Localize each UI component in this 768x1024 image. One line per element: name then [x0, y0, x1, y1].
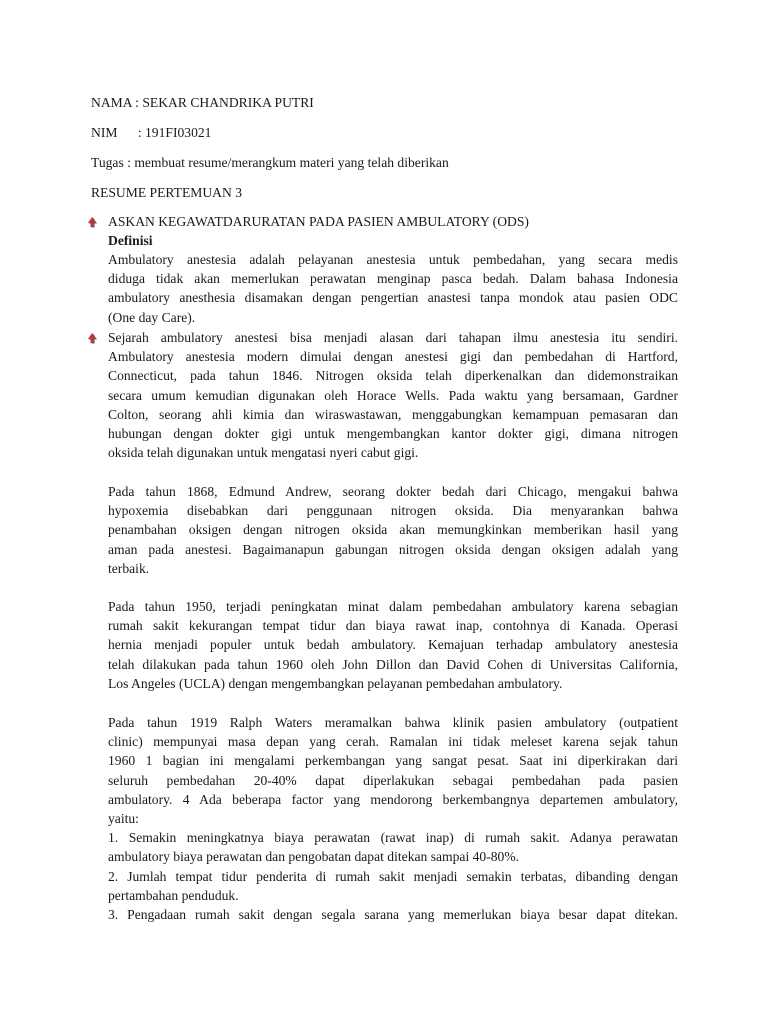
- text-line: 1960 1 bagian ini mengalami perkembangan yang sangat pesat. Saat ini diperkirakan dari: [108, 753, 678, 769]
- list-item: 3. Pengadaan rumah sakit dengan segala sarana yang memerlukan biaya besar dapat ditekan.: [108, 907, 678, 923]
- text-line: Sejarah ambulatory anestesi bisa menjadi alasan dari tahapan ilmu anestesia itu sendiri.: [108, 330, 678, 345]
- text-line: aman pada anestesi. Bagaimanapun gabungan nitrogen oksida dengan oksigen adalah yang: [108, 541, 678, 557]
- assignment-description: Tugas : membuat resume/merangkum materi yang telah diberikan: [91, 155, 449, 170]
- text-line: hernia menjadi populer untuk bedah ambulatory. Kemajuan terhadap ambulatory anestesia: [108, 637, 678, 653]
- text-line: diduga tidak akan memerlukan perawatan menginap pasca bedah. Dalam bahasa Indonesia: [108, 271, 678, 287]
- text-line: Pada tahun 1950, terjadi peningkatan minat dalam pembedahan ambulatory karena sebagian: [108, 599, 678, 614]
- text-line: penambahan oksigen dengan nitrogen oksida akan memungkinkan memberikan hasil yang: [108, 522, 678, 538]
- student-nim: NIM : 191FI03021: [91, 125, 212, 140]
- text-line: Pada tahun 1919 Ralph Waters meramalkan bahwa klinik pasien ambulatory (outpatient: [108, 715, 678, 730]
- text-line: terbaik.: [108, 560, 150, 576]
- text-line: ambulatory biaya perawatan dan pengobatan dapat ditekan sampai 40-80%.: [108, 849, 520, 865]
- paragraph-1950: [108, 597, 678, 693]
- list-item: 2. Jumlah tempat tidur penderita di rumah sakit menjadi semakin terbatas, dibanding dengan: [108, 868, 678, 884]
- text-line: secara umum kemudian digunakan oleh Horace Wells. Pada waktu yang bersamaan, Gardner: [108, 387, 678, 403]
- text-line: hubungan dengan dokter gigi untuk mengembangkan kantor dokter gigi, dimana nitrogen: [108, 426, 678, 442]
- text-line: Colton, seorang ahli kimia dan wiraswastawan, menggabungkan kemampuan pemasaran dan: [108, 406, 678, 422]
- text-line: rumah sakit kekurangan tempat tidur dan biaya rawat inap, contohnya di Kanada. Operasi: [108, 618, 678, 634]
- text-line: Los Angeles (UCLA) dengan mengembangkan pelayanan pembedahan ambulatory.: [108, 675, 563, 691]
- text-line: yaitu:: [108, 811, 139, 827]
- text-line: Ambulatory anestesia adalah pelayanan anestesia untuk pembedahan, yang secara medis: [108, 252, 678, 267]
- text-line: oksida telah digunakan untuk mengatasi nyeri cabut gigi.: [108, 445, 419, 461]
- list-item: 1. Semakin meningkatnya biaya perawatan (rawat inap) di rumah sakit. Adanya perawatan: [108, 830, 678, 846]
- student-name: NAMA : SEKAR CHANDRIKA PUTRI: [91, 95, 314, 110]
- text-line: Ambulatory anestesia modern dimulai dengan anestesi gigi dan pembedahan di Hartford,: [108, 349, 678, 365]
- text-line: Connecticut, pada tahun 1846. Nitrogen oksida telah diperkenalkan dan didemonstraikan: [108, 368, 678, 384]
- history-paragraph: [108, 328, 678, 462]
- paragraph-1868: [108, 482, 678, 578]
- text-line: pertambahan penduduk.: [108, 887, 239, 903]
- text-line: telah dilakukan pada tahun 1960 oleh John Dillon dan David Cohen di Universitas California,: [108, 656, 678, 672]
- arrow-bullet-icon: [86, 332, 98, 344]
- definition-heading: Definisi: [108, 233, 153, 248]
- text-line: seluruh pembedahan 20-40% dapat diperlakukan sebagai pembedahan pada pasien: [108, 772, 678, 788]
- paragraph-1919: [108, 713, 678, 924]
- section-title: ASKAN KEGAWATDARURATAN PADA PASIEN AMBULATORY (ODS): [108, 214, 529, 229]
- text-line: hypoxemia disebabkan dari penggunaan nitrogen oksida. Dia menyarankan bahwa: [108, 503, 678, 519]
- text-line: Pada tahun 1868, Edmund Andrew, seorang dokter bedah dari Chicago, mengakui bahwa: [108, 484, 678, 499]
- text-line: (One day Care).: [108, 309, 196, 325]
- text-line: ambulatory anesthesia disamakan dengan pengertian anastesi tanpa mondok atau pasien ODC: [108, 290, 678, 306]
- arrow-bullet-icon: [86, 216, 98, 228]
- definition-paragraph: [108, 250, 678, 327]
- resume-heading: RESUME PERTEMUAN 3: [91, 185, 242, 200]
- text-line: ambulatory. 4 Ada beberapa factor yang mendorong berkembangnya departemen ambulatory,: [108, 791, 678, 807]
- text-line: clinic) mempunyai masa depan yang cerah. Ramalan ini tidak meleset karena sejak tahun: [108, 734, 678, 750]
